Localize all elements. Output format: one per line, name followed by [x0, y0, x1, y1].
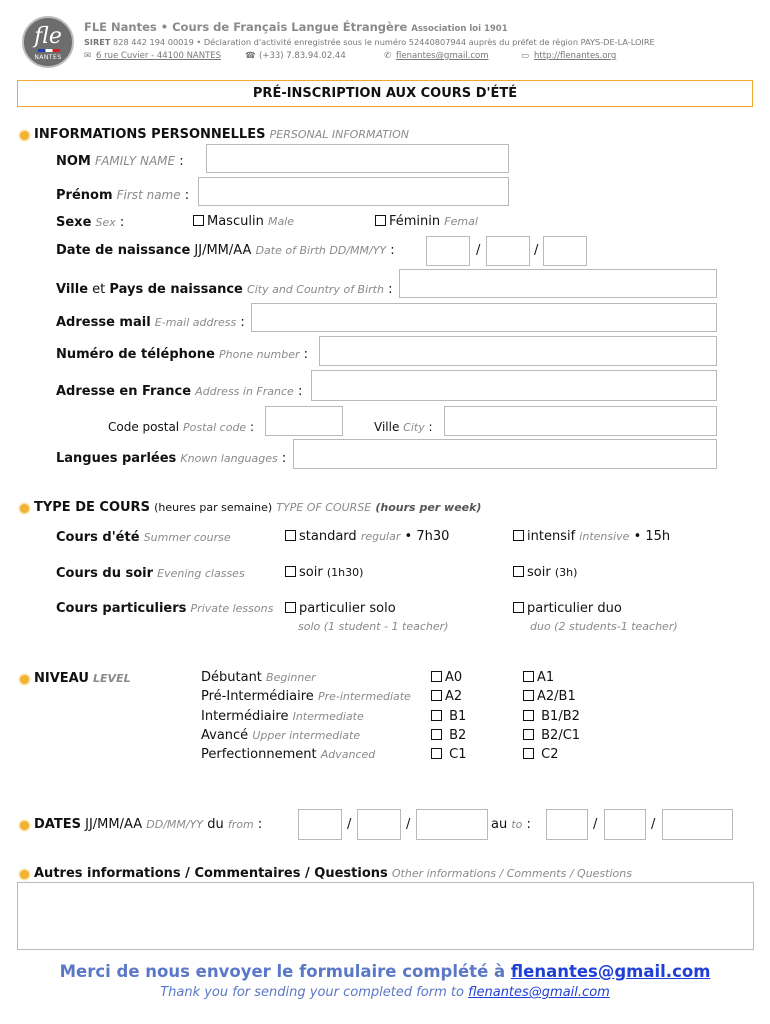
intensif-text: intensif: [527, 529, 576, 544]
personal-heading-en: PERSONAL INFORMATION: [269, 128, 410, 141]
level-row-3: [201, 728, 360, 743]
level-code: B1/B2: [541, 709, 580, 724]
standard-en: regular: [360, 530, 401, 543]
checkbox-icon: [285, 530, 296, 541]
checkbox-icon: [431, 671, 442, 682]
footer-en: [0, 985, 770, 1000]
nom-text: NOM: [56, 154, 91, 169]
section-bullet-course: [20, 504, 29, 513]
soir-3h-checkbox[interactable]: [513, 565, 577, 580]
evening-text: Cours du soir: [56, 566, 154, 581]
logo-subtext: NANTES: [34, 54, 62, 61]
checkbox-icon: [431, 710, 442, 721]
checkbox-icon: [513, 530, 524, 541]
checkbox-icon: [513, 566, 524, 577]
phone-icon: ☎: [245, 51, 256, 61]
langs-en: Known languages: [180, 452, 278, 465]
birthplace-label: Ville et Pays de naissance City and Country of Birth :: [56, 282, 393, 297]
level-code: B2/C1: [541, 728, 581, 743]
footer-fr: [0, 962, 770, 981]
dob-label: Date de naissance JJ/MM/AA Date of Birth DD/MM/YY :: [56, 243, 395, 258]
section-bullet-level: [20, 675, 29, 684]
dates-au-label: au to :: [491, 817, 531, 832]
course-heading-en: TYPE OF COURSE: [276, 501, 372, 514]
standard-checkbox[interactable]: [285, 529, 449, 544]
mail-icon: ✉: [84, 51, 92, 61]
dob-month-field[interactable]: [486, 236, 530, 266]
sexe-en: Sex: [95, 216, 116, 229]
email-text: Adresse mail: [56, 315, 151, 330]
section-heading-level: [34, 671, 131, 686]
langs-label: Langues parlées Known languages :: [56, 451, 287, 466]
section-heading-other: [34, 866, 632, 881]
checkbox-icon: [523, 748, 534, 759]
level-b1-checkbox[interactable]: [431, 709, 466, 724]
checkbox-icon: [523, 671, 534, 682]
evening-en: Evening classes: [157, 567, 245, 580]
date-to-day-field[interactable]: [546, 809, 588, 840]
date-to-month-field[interactable]: [604, 809, 646, 840]
level-code: A2/B1: [537, 689, 576, 704]
address-text: Adresse en France: [56, 384, 192, 399]
level-code: B2: [449, 728, 467, 743]
phone-field[interactable]: [319, 336, 717, 366]
intensif-hours: • 15h: [633, 529, 671, 544]
logo: [22, 16, 74, 68]
header-siret: [84, 37, 655, 47]
header-contact: [84, 51, 644, 63]
address-label: Adresse en France Address in France :: [56, 384, 303, 399]
other-heading-en: Other informations / Comments / Questions: [391, 867, 632, 880]
dates-heading: DATES: [34, 817, 81, 832]
dates-fmt-en: DD/MM/YY: [146, 818, 204, 831]
pays-text: Pays de naissance: [109, 282, 243, 297]
footer-email-link-en[interactable]: flenantes@gmail.com: [468, 985, 610, 1000]
level-b2-checkbox[interactable]: [431, 728, 466, 743]
dob-slash-1: /: [476, 243, 481, 258]
level-heading-en: LEVEL: [93, 672, 131, 685]
feminin-checkbox[interactable]: [375, 214, 478, 229]
dates-from: from: [227, 818, 254, 831]
masculin-text: Masculin: [207, 214, 264, 229]
intensif-checkbox[interactable]: [513, 529, 670, 544]
standard-text: standard: [299, 529, 357, 544]
footer-fr-text: Merci de nous envoyer le formulaire complété à: [59, 962, 506, 981]
web-icon: ▭: [521, 51, 530, 61]
soir1-hours: (1h30): [326, 566, 364, 579]
dob-slash-2: /: [534, 243, 539, 258]
level-en: Advanced: [320, 748, 376, 761]
level-a0-checkbox[interactable]: [431, 670, 462, 685]
solo-text: particulier solo: [299, 601, 396, 616]
level-en: Pre-intermediate: [317, 690, 411, 703]
section-bullet-dates: [20, 821, 29, 830]
nom-en: FAMILY NAME: [95, 154, 176, 168]
email-en: E-mail address: [154, 316, 237, 329]
date-from-slash-2: /: [406, 817, 411, 832]
date-to-slash-1: /: [593, 817, 598, 832]
level-row-0: [201, 670, 316, 685]
email-field[interactable]: [251, 303, 717, 332]
dob-year-field[interactable]: [543, 236, 587, 266]
checkbox-icon: [523, 710, 534, 721]
phone-label: Numéro de téléphone Phone number :: [56, 347, 309, 362]
duo-en: duo (2 students-1 teacher): [530, 620, 678, 633]
solo-en: solo (1 student - 1 teacher): [298, 620, 449, 633]
course-heading: TYPE DE COURS: [34, 500, 150, 515]
level-a2-checkbox[interactable]: [431, 689, 462, 704]
org-assoc: Association loi 1901: [411, 24, 508, 34]
checkbox-icon: [285, 602, 296, 613]
dob-en: Date of Birth DD/MM/YY: [255, 244, 387, 257]
date-to-year-field[interactable]: [662, 809, 733, 840]
private-en: Private lessons: [190, 602, 274, 615]
summer-en: Summer course: [143, 531, 231, 544]
level-en: Intermediate: [292, 710, 364, 723]
city-field[interactable]: [444, 406, 717, 436]
address-field[interactable]: [311, 370, 717, 401]
soir2-text: soir: [527, 565, 551, 580]
level-row-1: [201, 689, 411, 704]
soir1-text: soir: [299, 565, 323, 580]
level-fr: Pré-Intermédiaire: [201, 689, 314, 704]
level-b2c1-checkbox[interactable]: [523, 728, 580, 743]
level-code: B1: [449, 709, 467, 724]
phone-en: Phone number: [219, 348, 300, 361]
intensif-en: intensive: [579, 530, 630, 543]
prenom-label: Prénom First name :: [56, 188, 190, 203]
logo-flag: [38, 49, 60, 52]
sexe-text: Sexe: [56, 215, 92, 230]
et-text: et: [92, 282, 106, 297]
checkbox-icon: [431, 748, 442, 759]
course-heading-en-hours: (hours per week): [375, 501, 482, 514]
standard-hours: • 7h30: [404, 529, 450, 544]
dates-au: au: [491, 817, 508, 832]
at-icon: ✆: [384, 51, 392, 61]
summer-label: [56, 530, 231, 545]
footer-en-text: Thank you for sending your completed form to: [160, 985, 464, 1000]
section-bullet-personal: [20, 131, 29, 140]
city-label: Ville City :: [374, 420, 433, 434]
level-fr: Avancé: [201, 728, 249, 743]
private-text: Cours particuliers: [56, 601, 187, 616]
email-label: Adresse mail E-mail address :: [56, 315, 245, 330]
postal-field[interactable]: [265, 406, 343, 436]
level-c2-checkbox[interactable]: [523, 747, 559, 762]
date-from-day-field[interactable]: [298, 809, 342, 840]
header-website[interactable]: http://flenantes.org: [534, 51, 617, 61]
level-row-4: [201, 747, 375, 762]
birthplace-field[interactable]: [399, 269, 717, 298]
section-bullet-other: [20, 870, 29, 879]
soir2-hours: (3h): [554, 566, 578, 579]
org-name: FLE Nantes • Cours de Français Langue Étrangère: [84, 20, 408, 34]
dates-to: to: [511, 818, 523, 831]
footer-email-link[interactable]: flenantes@gmail.com: [510, 962, 711, 981]
level-code: A2: [445, 689, 463, 704]
level-a1-checkbox[interactable]: [523, 670, 554, 685]
level-b1b2-checkbox[interactable]: [523, 709, 580, 724]
personal-heading: INFORMATIONS PERSONNELLES: [34, 127, 266, 142]
postal-en: Postal code: [182, 421, 247, 434]
level-a2b1-checkbox[interactable]: [523, 689, 576, 704]
checkbox-icon: [523, 729, 534, 740]
date-to-slash-2: /: [651, 817, 656, 832]
dates-du: du: [207, 817, 224, 832]
city-text: Ville: [374, 420, 400, 434]
level-fr: Intermédiaire: [201, 709, 289, 724]
masculin-en: Male: [267, 215, 295, 228]
prenom-field[interactable]: [198, 177, 509, 206]
other-heading: Autres informations / Commentaires / Questions: [34, 866, 388, 881]
postal-text: Code postal: [108, 420, 180, 434]
private-label: [56, 601, 273, 616]
feminin-text: Féminin: [389, 214, 441, 229]
solo-checkbox[interactable]: [285, 601, 396, 616]
date-from-year-field[interactable]: [416, 809, 488, 840]
section-heading-personal: [34, 127, 409, 142]
feminin-en: Femal: [444, 215, 478, 228]
prenom-en: First name: [116, 188, 181, 202]
level-code: C1: [449, 747, 467, 762]
dates-fmt: JJ/MM/AA: [85, 817, 143, 832]
section-heading-course: [34, 500, 481, 515]
nom-label: NOM FAMILY NAME :: [56, 154, 184, 169]
dob-fmt: JJ/MM/AA: [194, 243, 252, 258]
header-phone: (+33) 7.83.94.02.44: [259, 51, 346, 61]
level-en: Upper intermediate: [252, 729, 361, 742]
header-email[interactable]: flenantes@gmail.com: [396, 51, 489, 61]
prenom-text: Prénom: [56, 188, 113, 203]
city-en: City: [403, 421, 425, 434]
duo-checkbox[interactable]: [513, 601, 622, 616]
checkbox-icon: [513, 602, 524, 613]
siret-label: SIRET: [84, 37, 111, 47]
checkbox-icon: [431, 690, 442, 701]
ville-text: Ville: [56, 282, 89, 297]
checkbox-icon: [523, 690, 534, 701]
level-fr: Perfectionnement: [201, 747, 317, 762]
birthplace-en: City and Country of Birth: [247, 283, 384, 296]
page-title: PRÉ-INSCRIPTION AUX COURS D'ÉTÉ: [252, 86, 518, 101]
level-code: C2: [541, 747, 559, 762]
checkbox-icon: [285, 566, 296, 577]
masculin-checkbox[interactable]: [193, 214, 294, 229]
duo-text: particulier duo: [527, 601, 622, 616]
level-heading: NIVEAU: [34, 671, 89, 686]
logo-text: fle: [34, 24, 62, 49]
comments-textarea[interactable]: [17, 882, 754, 950]
evening-label: [56, 566, 245, 581]
course-heading-hours: (heures par semaine): [154, 501, 273, 514]
header-address[interactable]: 6 rue Cuvier - 44100 NANTES: [96, 51, 222, 61]
checkbox-icon: [431, 729, 442, 740]
date-from-slash-1: /: [347, 817, 352, 832]
level-en: Beginner: [266, 671, 316, 684]
section-heading-dates: DATES JJ/MM/AA DD/MM/YY du from :: [34, 817, 263, 832]
level-row-2: [201, 709, 364, 724]
level-code: A0: [445, 670, 463, 685]
langs-field[interactable]: [293, 439, 717, 469]
dob-text: Date de naissance: [56, 243, 191, 258]
sexe-label: Sexe Sex :: [56, 215, 125, 230]
level-fr: Débutant: [201, 670, 262, 685]
postal-label: Code postal Postal code :: [108, 420, 255, 434]
checkbox-icon: [193, 215, 204, 226]
checkbox-icon: [375, 215, 386, 226]
summer-text: Cours d'été: [56, 530, 140, 545]
header-org-line: [84, 20, 508, 34]
level-c1-checkbox[interactable]: [431, 747, 467, 762]
siret-text: 828 442 194 00019 • Déclaration d'activité enregistrée sous le numéro 52440807944 auprès du préfet de région PAYS-DE-LA-LOIRE: [113, 37, 655, 47]
nom-field[interactable]: [206, 144, 509, 173]
level-code: A1: [537, 670, 555, 685]
soir-1h30-checkbox[interactable]: [285, 565, 363, 580]
dob-day-field[interactable]: [426, 236, 470, 266]
phone-text: Numéro de téléphone: [56, 347, 215, 362]
date-from-month-field[interactable]: [357, 809, 401, 840]
langs-text: Langues parlées: [56, 451, 177, 466]
address-en: Address in France: [195, 385, 294, 398]
